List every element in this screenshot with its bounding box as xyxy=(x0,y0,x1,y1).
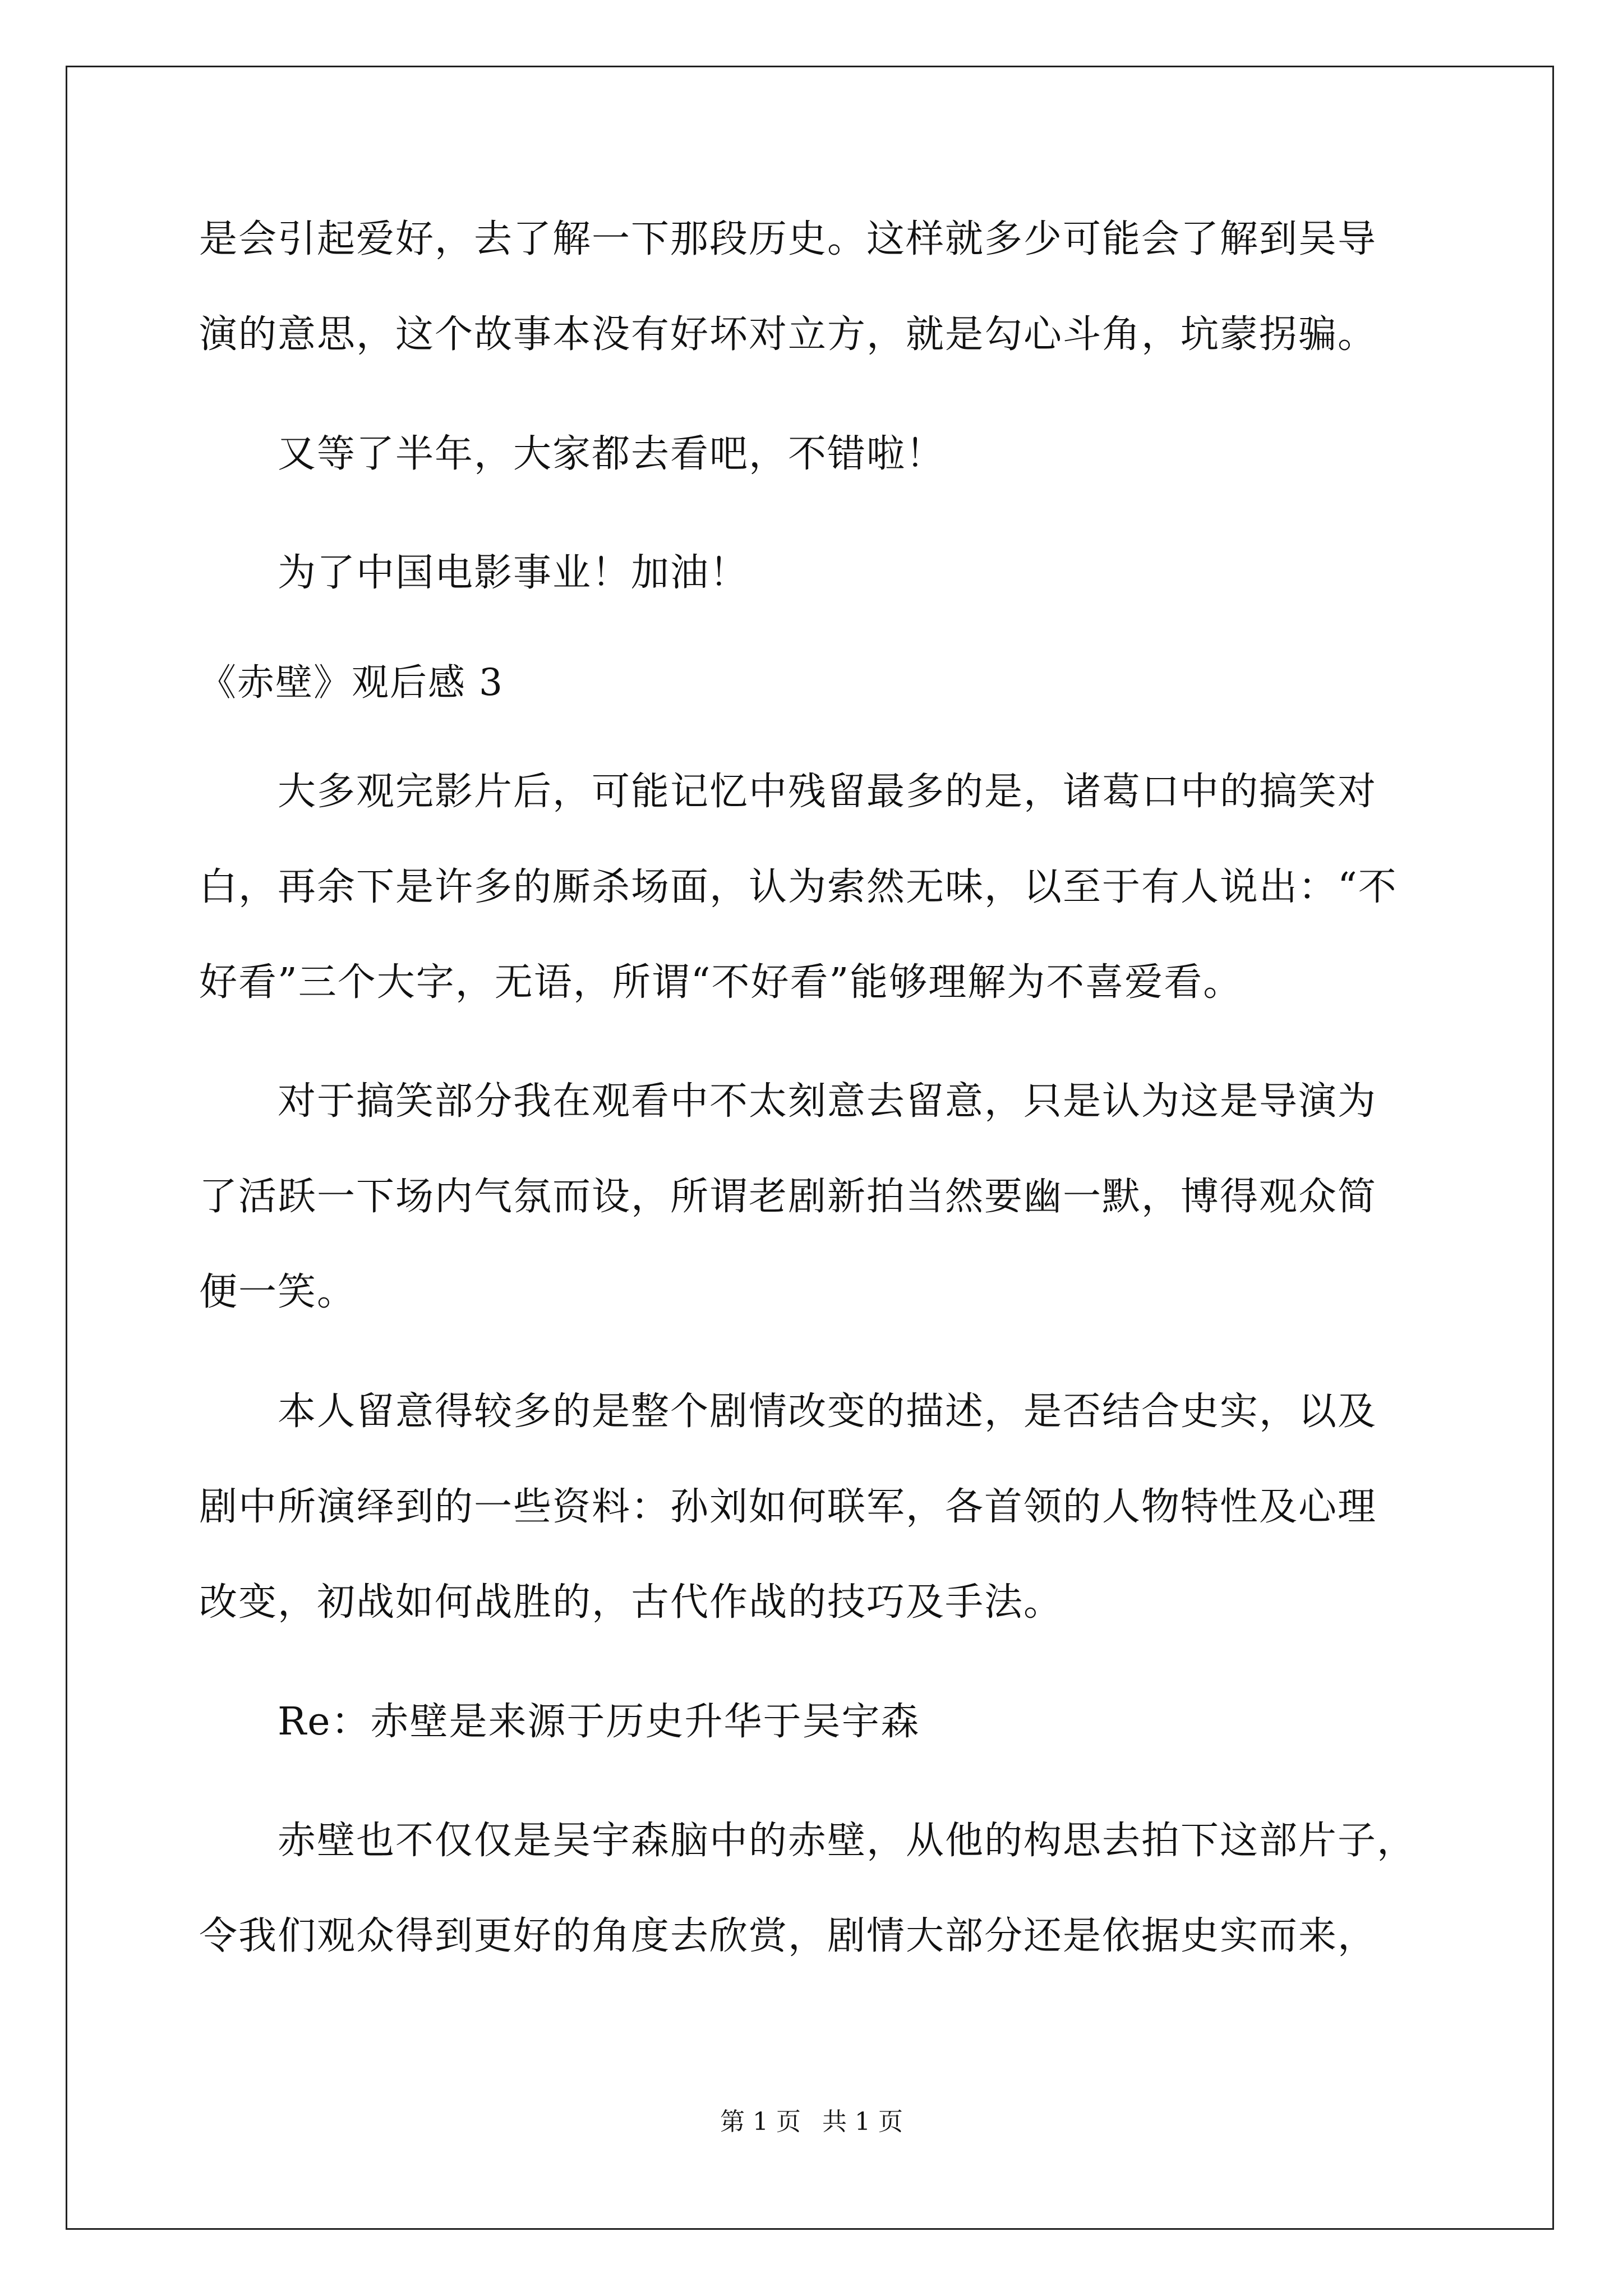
paragraph-line: 又等了半年，大家都去看吧，不错啦！ xyxy=(278,432,946,476)
paragraph-line: 赤壁也不仅仅是吴宇森脑中的赤壁，从他的构思去拍下这部片子， xyxy=(278,1819,1417,1863)
page-number: 第 1 页 xyxy=(720,2108,801,2136)
page-footer xyxy=(0,2106,1623,2138)
page-count: 共 1 页 xyxy=(822,2108,903,2136)
paragraph-line: 大多观完影片后，可能记忆中残留最多的是，诸葛口中的搞笑对 xyxy=(278,770,1377,814)
paragraph-line: 为了中国电影事业！加油！ xyxy=(278,551,749,595)
paragraph-line: Re：赤壁是来源于历史升华于吴宇森 xyxy=(278,1700,920,1744)
page-border xyxy=(66,66,1554,2230)
paragraph-line: 本人留意得较多的是整个剧情改变的描述，是否结合史实，以及 xyxy=(278,1389,1377,1434)
text-line: 便一笑。 xyxy=(199,1270,357,1314)
text-line: 剧中所演绎到的一些资料：孙刘如何联军，各首领的人物特性及心理 xyxy=(199,1485,1377,1529)
text-line: 好看”三个大字，无语，所谓“不好看”能够理解为不喜爱看。 xyxy=(199,960,1243,1005)
text-line: 是会引起爱好，去了解一下那段历史。这样就多少可能会了解到吴导 xyxy=(199,217,1377,261)
text-line: 白，再余下是许多的厮杀场面，认为索然无味，以至于有人说出：“不 xyxy=(199,865,1398,909)
text-line: 令我们观众得到更好的角度去欣赏，剧情大部分还是依据史实而来， xyxy=(199,1914,1377,1958)
paragraph-line: 对于搞笑部分我在观看中不太刻意去留意，只是认为这是导演为 xyxy=(278,1079,1377,1124)
text-line: 改变，初战如何战胜的，古代作战的技巧及手法。 xyxy=(199,1580,1063,1625)
section-heading: 《赤壁》观后感 3 xyxy=(199,661,504,704)
text-line: 了活跃一下场内气氛而设，所谓老剧新拍当然要幽一默，博得观众简 xyxy=(199,1175,1377,1219)
text-line: 演的意思，这个故事本没有好坏对立方，就是勾心斗角，坑蒙拐骗。 xyxy=(199,312,1377,357)
